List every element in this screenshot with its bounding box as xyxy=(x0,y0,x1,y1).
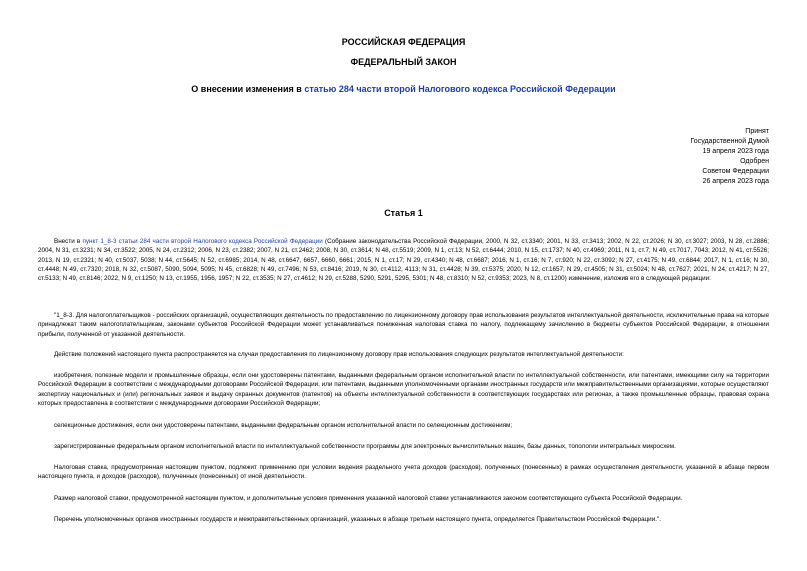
intro-link[interactable]: пункт 1_8-3 статьи 284 части второй Налогового кодекса Российской Федерации xyxy=(82,238,323,245)
approved-label: Одобрен xyxy=(740,158,769,165)
paragraph-6 xyxy=(38,463,769,482)
approved-by: Советом Федерации xyxy=(702,168,769,175)
approved-date: 26 апреля 2023 года xyxy=(702,178,769,185)
paragraph-1-text: "1_8-3. Для налогоплательщиков - российских организаций, осуществляющих деятельность по предоставлению по лицензионному договору прав использования результатов интеллектуальной деятельности, исключительные права на которые принадлежат таким налогоплательщикам, законами субъектов Российской Федерации может устанавливаться пониженная налоговая ставка по налогу, подлежащему зачислению в бюджеты субъектов Российской Федерации, в отношении прибыли, полученной от указанной деятельности. xyxy=(38,312,769,338)
paragraph-6-text: Налоговая ставка, предусмотренная настоящим пунктом, подлежит применению при условии ведения раздельного учета доходов (расходов), полученных (понесенных) в рамках осуществления деятельности, указанной в абзаце первом настоящего пункта, и доходов (расходов), полученных (понесенных) от иной деятельности. xyxy=(38,464,769,481)
paragraph-3-text: изобретения, полезные модели и промышленные образцы, если они удостоверены патентами, выданными федеральным органом исполнительной власти по интеллектуальной собственности, или патентами, имеющими силу на территории Российской Федерации в соответствии с международными договорами Российской Федерации, или патентами, выданными уполномоченными органами иностранных государств или межправительственными организациями, которые осуществляют экспертизу национальных и (или) региональных заявок и выдачу охранных документов (патентов) на объекты интеллектуальной собственности в соответствующих государствах или регионах, а также промышленные образцы, правовая охрана которых предоставлена в соответствии с международными договорами Российской Федерации; xyxy=(38,372,769,407)
paragraph-2-text: Действие положений настоящего пункта распространяется на случаи предоставления по лицензионному договору прав использования следующих результатов интеллектуальной деятельности: xyxy=(54,351,624,358)
paragraph-1 xyxy=(38,311,769,339)
acceptance-block xyxy=(690,127,769,187)
paragraph-8 xyxy=(38,515,769,524)
accepted-label: Принят xyxy=(745,128,769,135)
paragraph-5-text: зарегистрированные федеральным органом исполнительной власти по интеллектуальной собственности программы для электронных вычислительных машин, базы данных, топологии интегральных микросхем. xyxy=(54,443,676,450)
law-title-link[interactable]: статью 284 части второй Налогового кодекса Российской Федерации xyxy=(304,84,616,94)
law-type-heading: ФЕДЕРАЛЬНЫЙ ЗАКОН xyxy=(350,57,457,67)
paragraph-8-text: Перечень уполномоченных органов иностранных государств и межправительственных организаций, указанных в абзаце третьем настоящего пункта, определяется Правительством Российской Федерации.". xyxy=(54,516,661,523)
paragraph-2 xyxy=(38,350,769,359)
intro-prefix: Внести в xyxy=(54,238,83,245)
intro-rest: (Собрание законодательства Российской Федерации, 2000, N 32, ст.3340; 2001, N 33, ст.3413; 2002, N 22, ст.2026; N 30, ст.3027; 2003, N 28, ст.2886; 2004, N 31, ст.3231; N 34, ст.3522; 2005, N 24, ст.2312; 2006, N 23, ст.2382; 2007, N 21, ст.2462; 2008, N 30, ст.3614; N 48, ст.5519; 2009, N 1, ст.13; N 52, ст.6444; 2010, N 15, ст.1737; N 40, ст.4969; 2011, N 1, ст.7; N 49, ст.7017, 7043; 2012, N 41, ст.5526; 2013, N 19, ст.2321; N 40, ст.5037, 5038; N 44, ст.5645; N 52, ст.6985; 2014, N 48, ст.6647, 6657, 6660, 6661; 2015, N 1, ст.17; N 29, ст.4340; N 48, ст.6687; 2016, N 1, ст.16; N 7, ст.920; N 22, ст.3092; N 27, ст.4175; N 49, ст.6844; 2017, N 1, ст.16; N 30, ст.4448; N 49, ст.7320; 2018, N 32, ст.5087, 5090, 5094, 5095; N 45, ст.6828; N 49, ст.7496; N 53, ст.8416; 2019, N 30, ст.4112, 4113; N 31, ст.4428; N 39, ст.5375; 2020, N 12, ст.1657; N 29, ст.4505; N 31, ст.5024; N 48, ст.7627; 2021, N 24, ст.4217; N 27, ст.5133; N 49, ст.8146; 2022, N 9, ст.1250; N 13, ст.1955, 1956, 1957; N 22, ст.3535; N 27, ст.4612; N 29, ст.5288, 5290, 5291, 5295, 5301; N 48, ст.8310; N 52, ст.9353; 2023, N 8, ст.1200) изменение, изложив его в следующей редакции: xyxy=(38,238,770,283)
paragraph-5 xyxy=(38,442,769,451)
accepted-by: Государственной Думой xyxy=(690,138,769,145)
article-heading: Статья 1 xyxy=(384,208,423,218)
paragraph-4-text: селекционные достижения, если они удостоверены патентами, выданными федеральным органом исполнительной власти по селекционным достижениям; xyxy=(54,422,513,429)
article-intro xyxy=(38,237,769,283)
accepted-date: 19 апреля 2023 года xyxy=(702,148,769,155)
country-heading: РОССИЙСКАЯ ФЕДЕРАЦИЯ xyxy=(341,37,466,47)
paragraph-7 xyxy=(38,494,769,503)
law-title xyxy=(0,84,807,95)
paragraph-3 xyxy=(38,371,769,408)
paragraph-4 xyxy=(38,421,769,430)
law-title-prefix: О внесении изменения в xyxy=(191,84,305,94)
paragraph-7-text: Размер налоговой ставки, предусмотренной настоящим пунктом, и дополнительные условия применения указанной налоговой ставки устанавливаются законом соответствующего субъекта Российской Федерации. xyxy=(54,495,683,502)
